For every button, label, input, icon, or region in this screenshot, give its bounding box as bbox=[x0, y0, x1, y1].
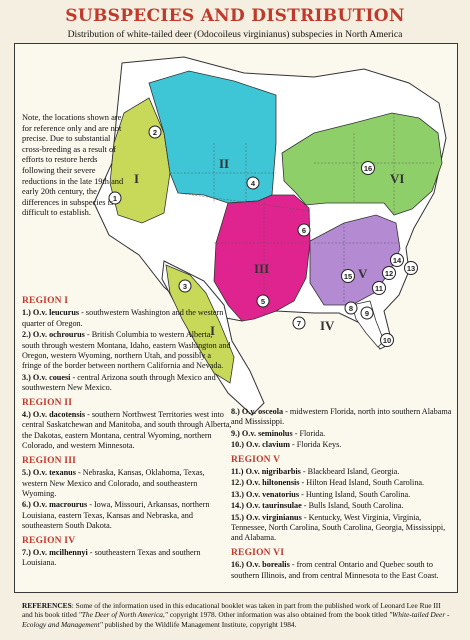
entry-desc: - Kentucky, West Virginia, Virginia, Tennessee, North Carolina, South Carolina, Georgia, Mississippi, and Alabama. bbox=[231, 512, 446, 543]
region-ii-section bbox=[22, 398, 232, 452]
badge-15 bbox=[342, 270, 355, 283]
badge-5 bbox=[257, 295, 269, 307]
badge-11 bbox=[373, 282, 386, 295]
references-text-1: : Some of the information used in this educational booklet was taken in part from the published work of Leonard Lee Rue III and his book titled bbox=[22, 601, 441, 620]
svg-text:5: 5 bbox=[260, 297, 266, 306]
subspecies-entry bbox=[22, 548, 232, 569]
entry-desc: - Hilton Head Island, South Carolina. bbox=[299, 478, 425, 488]
region-vi-section bbox=[231, 548, 453, 581]
badge-12 bbox=[383, 267, 396, 280]
region-label-i-south: I bbox=[210, 323, 216, 338]
entry-name: O.v. nigribarbis bbox=[245, 467, 301, 477]
region-label-ii: II bbox=[219, 156, 230, 171]
references-text-2: copyright 1978. Other information was also obtained from the book titled bbox=[167, 610, 389, 620]
subspecies-entry bbox=[231, 490, 453, 500]
entry-desc: - southeastern Texas and southern Louisiana. bbox=[22, 547, 201, 568]
entry-name: O.v. macrourus bbox=[32, 500, 88, 510]
subspecies-entry bbox=[231, 560, 453, 581]
region-label-iii: III bbox=[254, 261, 270, 276]
entry-desc: - Florida. bbox=[292, 428, 326, 438]
map-note: Note, the locations shown are for reference only and are not precise. Due to substantial cross-breeding as a result of efforts to restore herds following their severe reductions in the late 19th and early 20th century, the differences in subspecies is difficult to establish. bbox=[22, 113, 124, 218]
region-iv-continued bbox=[231, 407, 453, 451]
svg-text:15: 15 bbox=[343, 272, 353, 281]
entry-name: O.v. mcilhennyi bbox=[32, 547, 88, 557]
region-i-section bbox=[22, 296, 232, 394]
svg-text:13: 13 bbox=[406, 264, 416, 273]
badge-14 bbox=[391, 254, 404, 267]
entry-desc: - Iowa, Missouri, Arkansas, northern Louisiana, eastern Texas, Kansas and Nebraska, and southeastern South Dakota. bbox=[22, 500, 210, 531]
entry-name: O.v. leucurus bbox=[32, 308, 80, 318]
entry-number: 10.) bbox=[231, 440, 244, 450]
subspecies-entry bbox=[22, 410, 232, 452]
entry-name: O.v. virginianus bbox=[246, 512, 302, 522]
subspecies-entry bbox=[231, 513, 453, 544]
entry-number: 6.) bbox=[22, 500, 31, 510]
entry-number: 1.) bbox=[22, 308, 31, 318]
subspecies-entry bbox=[22, 468, 232, 499]
subspecies-entry bbox=[22, 330, 232, 372]
badge-3 bbox=[179, 280, 191, 292]
entry-name: O.v. borealis bbox=[246, 560, 290, 570]
badge-10 bbox=[381, 334, 394, 347]
legend-column-left bbox=[22, 292, 232, 570]
svg-text:1: 1 bbox=[112, 194, 118, 203]
region-label-vi: VI bbox=[390, 171, 405, 186]
entry-number: 13.) bbox=[231, 489, 244, 499]
subspecies-entry bbox=[231, 429, 453, 439]
region-iv-section bbox=[22, 536, 232, 569]
entry-desc: - British Columbia to western Alberta, south through western Montana, Idaho, eastern Washington and Oregon, western Wyoming, northern Utah, and possibly a fringe of the border between northern California and Nevada. bbox=[22, 330, 231, 371]
svg-text:7: 7 bbox=[296, 319, 302, 328]
entry-desc: - from central Ontario and Quebec south to southern Illinois, and from central Minnesota to the East Coast. bbox=[231, 560, 439, 580]
subspecies-entry bbox=[231, 478, 453, 488]
entry-desc: - Hunting Island, South Carolina. bbox=[299, 489, 411, 499]
svg-text:6: 6 bbox=[301, 226, 307, 235]
entry-name: O.v. texanus bbox=[32, 468, 76, 478]
subspecies-entry bbox=[22, 308, 232, 329]
page-title: SUBSPECIES AND DISTRIBUTION bbox=[65, 6, 405, 26]
subspecies-entry bbox=[22, 373, 232, 394]
region-heading: REGION III bbox=[22, 455, 76, 466]
entry-name: O.v. seminolus bbox=[241, 428, 293, 438]
entry-desc: - Blackbeard Island, Georgia. bbox=[300, 467, 400, 477]
svg-text:9: 9 bbox=[364, 309, 370, 318]
entry-desc: - Nebraska, Kansas, Oklahoma, Texas, western New Mexico and Colorado, and southeastern Wyoming. bbox=[22, 468, 205, 498]
svg-text:11: 11 bbox=[375, 284, 383, 293]
entry-number: 12.) bbox=[231, 478, 244, 488]
entry-number: 16.) bbox=[231, 560, 244, 570]
region-label-iv: IV bbox=[320, 318, 335, 333]
references bbox=[22, 601, 452, 629]
region-heading: REGION II bbox=[22, 397, 73, 408]
entry-number: 8.) bbox=[231, 407, 240, 416]
region-label-i-north: I bbox=[134, 171, 140, 186]
entry-name: O.v. couesi bbox=[32, 372, 71, 382]
entry-name: O.v. dacotensis bbox=[32, 410, 86, 420]
badge-9 bbox=[361, 307, 373, 319]
entry-number: 11.) bbox=[231, 467, 244, 477]
entry-number: 15.) bbox=[231, 512, 244, 522]
references-book-1: "The Deer of North America," bbox=[78, 610, 168, 620]
references-text-3: published by the Wildlife Management Institute, copyright 1984. bbox=[102, 619, 297, 629]
entry-name: O.v. clavium bbox=[246, 440, 290, 450]
badge-8 bbox=[345, 302, 357, 314]
entry-name: O.v. ochrourus bbox=[32, 330, 85, 340]
legend-column-right bbox=[231, 407, 453, 582]
region-label-v: V bbox=[358, 266, 368, 281]
entry-name: O.v. taurinsulae bbox=[246, 501, 302, 511]
region-heading: REGION V bbox=[231, 454, 281, 465]
badge-7 bbox=[293, 317, 305, 329]
entry-desc: - southwestern Washington and the western quarter of Oregon. bbox=[22, 308, 224, 328]
entry-desc: - midwestern Florida, north into southern Alabama and Mississippi. bbox=[231, 407, 452, 427]
badge-2 bbox=[149, 126, 161, 138]
subspecies-entry bbox=[231, 407, 453, 428]
svg-text:14: 14 bbox=[392, 256, 402, 265]
page-subtitle: Distribution of white-tailed deer (Odocoileus virginianus) subspecies in North America bbox=[67, 29, 403, 40]
entry-desc: - Bulls Island, South Carolina. bbox=[301, 501, 404, 511]
region-v-section bbox=[231, 455, 453, 544]
entry-number: 2.) bbox=[22, 330, 31, 340]
entry-desc: - central Arizona south through Mexico and southwestern New Mexico. bbox=[22, 372, 216, 393]
entry-number: 3.) bbox=[22, 372, 31, 382]
svg-text:4: 4 bbox=[250, 179, 256, 188]
svg-text:16: 16 bbox=[363, 164, 373, 173]
subspecies-entry bbox=[22, 500, 232, 531]
svg-text:12: 12 bbox=[384, 269, 394, 278]
entry-desc: - southern Northwest Territories west into central Saskatchewan and Manitoba, and south through Alberta, the Dakotas, eastern Montana, central Wyoming, northern Colorado, and western Minnesota. bbox=[22, 410, 232, 451]
entry-number: 5.) bbox=[22, 468, 31, 478]
subspecies-entry bbox=[231, 467, 453, 477]
region-iii-section bbox=[22, 456, 232, 532]
svg-text:8: 8 bbox=[348, 304, 354, 313]
references-label: REFERENCES bbox=[22, 601, 72, 610]
region-heading: REGION I bbox=[22, 296, 69, 306]
region-heading: REGION IV bbox=[22, 535, 76, 546]
references-book-2: "White-tailed Deer - Ecology and Management" bbox=[22, 610, 450, 629]
badge-6 bbox=[298, 224, 310, 236]
subspecies-entry bbox=[231, 440, 453, 450]
svg-text:10: 10 bbox=[382, 336, 392, 345]
badge-16 bbox=[362, 162, 375, 175]
entry-number: 9.) bbox=[231, 428, 240, 438]
entry-name: O.v. hiltonensis bbox=[246, 478, 300, 488]
entry-name: O.v. osceola bbox=[241, 407, 284, 416]
entry-number: 14.) bbox=[231, 501, 244, 511]
entry-name: O.v. venatorius bbox=[246, 489, 300, 499]
entry-desc: - Florida Keys. bbox=[289, 440, 342, 450]
badge-4 bbox=[247, 177, 259, 189]
entry-number: 7.) bbox=[22, 547, 31, 557]
svg-text:3: 3 bbox=[182, 282, 188, 291]
svg-text:2: 2 bbox=[152, 128, 158, 137]
subspecies-entry bbox=[231, 501, 453, 511]
badge-13 bbox=[405, 262, 418, 275]
region-heading: REGION VI bbox=[231, 547, 285, 558]
entry-number: 4.) bbox=[22, 410, 31, 420]
